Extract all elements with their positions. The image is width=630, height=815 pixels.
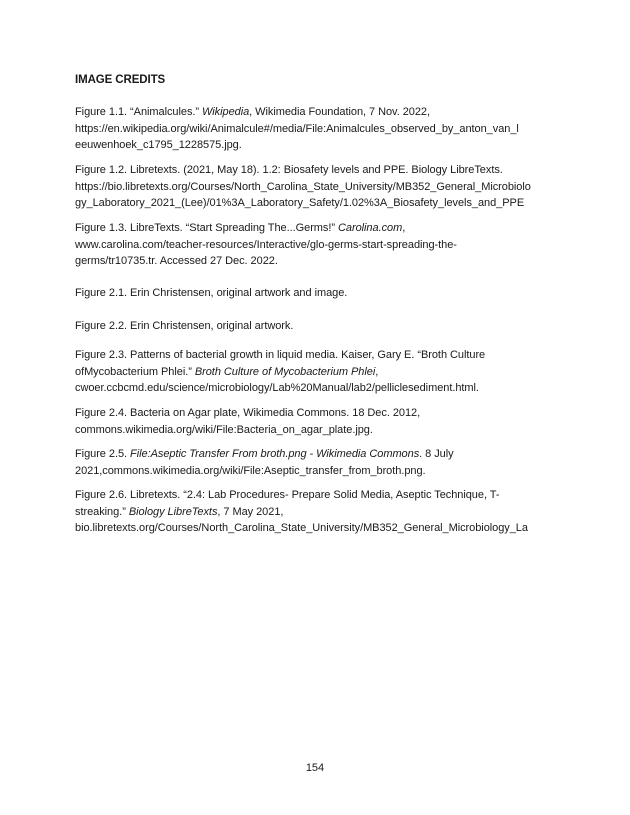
citation-url-line: gy_Laboratory_2021_(Lee)/01%3A_Laboratory_Safety/1.02%3A_Biosafety_levels_and_PPE: [75, 197, 525, 210]
italic-title-text: Carolina.com: [338, 222, 403, 234]
citation-text: ,: [375, 365, 379, 378]
credit-entry-fig-2-1: [75, 285, 560, 302]
citation-text: Figure 2.6. Libretexts. “2.4: Lab Procedures- Prepare Solid Media, Aseptic Technique, T-: [75, 489, 500, 501]
page-heading: IMAGE CREDITS: [75, 74, 166, 86]
credit-entry-fig-2-5: [75, 446, 560, 479]
credit-entry-fig-1-3: [75, 220, 560, 270]
citation-line: [75, 347, 560, 364]
citation-text: Figure 1.1. “Animalcules.”: [75, 106, 203, 118]
citation-line: [75, 162, 560, 179]
citation-text: ofMycobacterium Phlei.”: [75, 365, 195, 378]
citation-line: [75, 504, 560, 521]
citation-url-line: germs/tr10735.tr. Accessed 27 Dec. 2022.: [75, 255, 278, 268]
citation-url-line: 2021,commons.wikimedia.org/wiki/File:Aseptic_transfer_from_broth.png.: [75, 464, 426, 477]
citation-line: [75, 104, 560, 121]
citation-line: [75, 364, 560, 381]
italic-title-text: Biology LibreTexts: [128, 505, 218, 518]
citation-line: [75, 405, 560, 422]
citation-line: [75, 318, 560, 335]
citation-url-line: https://en.wikipedia.org/wiki/Animalcule#/media/File:Animalcules_observed_by_anton_van_l: [75, 122, 519, 135]
citation-text: , Wikimedia Foundation, 7 Nov. 2022,: [249, 106, 430, 118]
italic-title-text: Wikipedia: [202, 106, 250, 118]
citation-url-line: bio.libretexts.org/Courses/North_Carolina_State_University/MB352_General_Microbiology_La: [75, 522, 528, 535]
citation-url-line: cwoer.ccbcmd.edu/science/microbiology/Lab%20Manual/lab2/pelliclesediment.html.: [75, 382, 479, 395]
citation-text: Figure 1.2. Libretexts. (2021, May 18). 1.2: Biosafety levels and PPE. Biology LibreTexts.: [75, 164, 503, 176]
credit-entry-fig-1-2: [75, 162, 560, 212]
citation-text: Figure 1.3. LibreTexts. “Start Spreading The...Germs!”: [75, 222, 338, 234]
citation-text: , 7 May 2021,: [217, 505, 284, 518]
credit-entry-fig-2-6: [75, 487, 560, 537]
citation-url-line: www.carolina.com/teacher-resources/Interactive/glo-germs-start-spreading-the-: [75, 238, 457, 251]
page-number: 154: [305, 762, 325, 774]
italic-title-text: File:Aseptic Transfer From broth.png - Wikimedia Commons: [130, 448, 420, 460]
italic-title-text: Broth Culture of Mycobacterium Phlei: [194, 365, 376, 378]
citation-text: streaking.”: [75, 505, 129, 518]
credit-entry-fig-1-1: [75, 104, 560, 154]
citation-line: [75, 285, 560, 302]
citation-text: . 8 July: [419, 448, 454, 460]
citation-line: [75, 220, 560, 237]
citation-text: ,: [402, 222, 406, 234]
citation-url-line: commons.wikimedia.org/wiki/File:Bacteria_on_agar_plate.jpg.: [75, 423, 373, 436]
citation-url-line: eeuwenhoek_c1795_1228575.jpg.: [75, 139, 242, 152]
citation-text: Figure 2.1. Erin Christensen, original artwork and image.: [75, 287, 348, 299]
citation-text: Figure 2.2. Erin Christensen, original artwork.: [75, 320, 294, 332]
citation-url-line: https://bio.libretexts.org/Courses/North_Carolina_State_University/MB352_General_Microbiolo: [75, 180, 531, 193]
citation-text: Figure 2.3. Patterns of bacterial growth in liquid media. Kaiser, Gary E. “Broth Culture: [75, 349, 486, 361]
citation-line: [75, 487, 560, 504]
citation-text: Figure 2.4. Bacteria on Agar plate, Wikimedia Commons. 18 Dec. 2012,: [75, 407, 421, 419]
citation-line: [75, 446, 560, 463]
credit-entry-fig-2-3: [75, 347, 560, 397]
citation-text: Figure 2.5.: [75, 448, 131, 460]
credit-entry-fig-2-4: [75, 405, 560, 438]
credit-entry-fig-2-2: [75, 318, 560, 335]
